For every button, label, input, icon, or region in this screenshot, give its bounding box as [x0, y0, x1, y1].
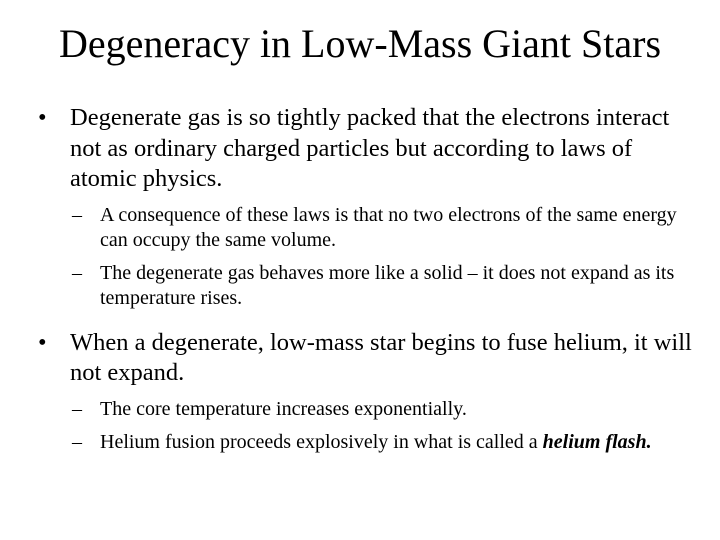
- dash-icon: –: [72, 261, 82, 284]
- sub-point-1-2-text: The degenerate gas behaves more like a solid – it does not expand as its temperature rises.: [100, 261, 675, 309]
- sub-point-1-2: [34, 261, 694, 311]
- slide-title: Degeneracy in Low-Mass Giant Stars: [58, 21, 662, 66]
- bullet-point-1: [34, 103, 694, 195]
- bullet-point-1-text: Degenerate gas is so tightly packed that the electrons interact not as ordinary charged particles but according to laws of atomic physics.: [70, 104, 670, 192]
- dash-icon: –: [72, 397, 82, 420]
- dash-icon: –: [72, 203, 82, 226]
- sub-point-2-2-text: Helium fusion proceeds explosively in what is called a: [100, 430, 538, 453]
- bullet-point-2: [34, 328, 694, 389]
- sub-point-1-1: [34, 203, 694, 253]
- sub-point-2-1: [34, 397, 694, 422]
- helium-flash-emphasis: helium flash.: [542, 430, 652, 453]
- slide-body: [34, 103, 694, 455]
- bullet-icon: •: [38, 104, 47, 131]
- sub-point-1-1-text: A consequence of these laws is that no two electrons of the same energy can occupy the same volume.: [100, 203, 677, 251]
- dash-icon: –: [72, 430, 82, 453]
- sub-point-2-1-text: The core temperature increases exponentially.: [100, 397, 467, 420]
- bullet-icon: •: [38, 328, 47, 356]
- sub-point-2-2: [34, 430, 694, 455]
- bullet-point-2-text: When a degenerate, low-mass star begins to fuse helium, it will not expand.: [70, 328, 692, 386]
